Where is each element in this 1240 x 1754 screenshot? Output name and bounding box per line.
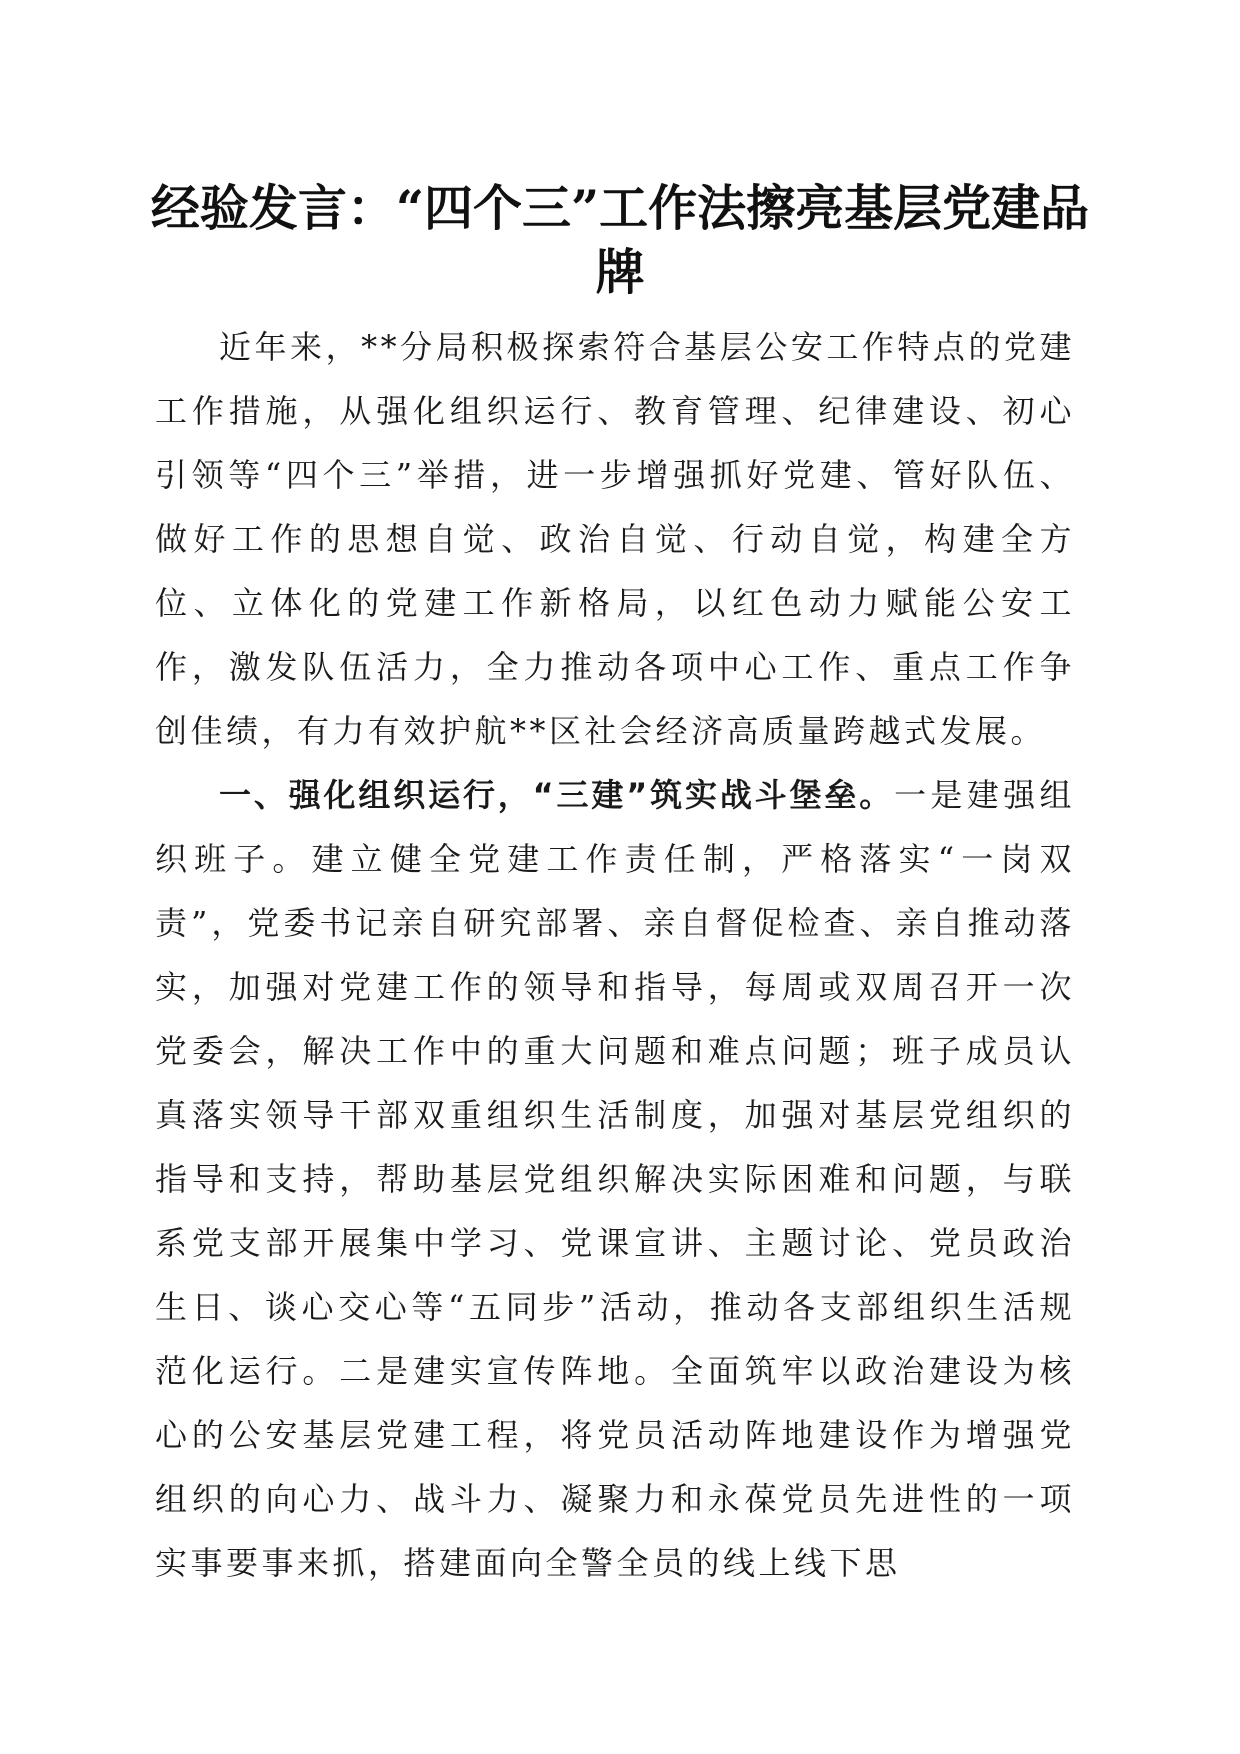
document-body xyxy=(155,315,1075,1595)
intro-paragraph: 近年来，**分局积极探索符合基层公安工作特点的党建工作措施，从强化组织运行、教育管理、纪律建设、初心引领等“四个三”举措，进一步增强抓好党建、管好队伍、做好工作的思想自觉、政治自觉、行动自觉，构建全方位、立体化的党建工作新格局，以红色动力赋能公安工作，激发队伍活力，全力推动各项中心工作、重点工作争创佳绩，有力有效护航**区社会经济高质量跨越式发展。 xyxy=(155,328,1075,750)
document-title: 经验发言：“四个三”工作法擦亮基层党建品牌 xyxy=(150,179,1090,301)
section-one-paragraph xyxy=(155,763,1075,1595)
section-one-body: 一是建强组织班子。建立健全党建工作责任制，严格落实“一岗双责”，党委书记亲自研究部署、亲自督促检查、亲自推动落实，加强对党建工作的领导和指导，每周或双周召开一次党委会，解决工作中的重大问题和难点问题；班子成员认真落实领导干部双重组织生活制度，加强对基层党组织的指导和支持，帮助基层党组织解决实际困难和问题，与联系党支部开展集中学习、党课宣讲、主题讨论、党员政治生日、谈心交心等“五同步”活动，推动各支部组织生活规范化运行。二是建实宣传阵地。全面筑牢以政治建设为核心的公安基层党建工程，将党员活动阵地建设作为增强党组织的向心力、战斗力、凝聚力和永葆党员先进性的一项实事要事来抓，搭建面向全警全员的线上线下思 xyxy=(155,776,1075,1582)
section-one-heading: 一、强化组织运行，“三建”筑实战斗堡垒。 xyxy=(219,776,895,814)
